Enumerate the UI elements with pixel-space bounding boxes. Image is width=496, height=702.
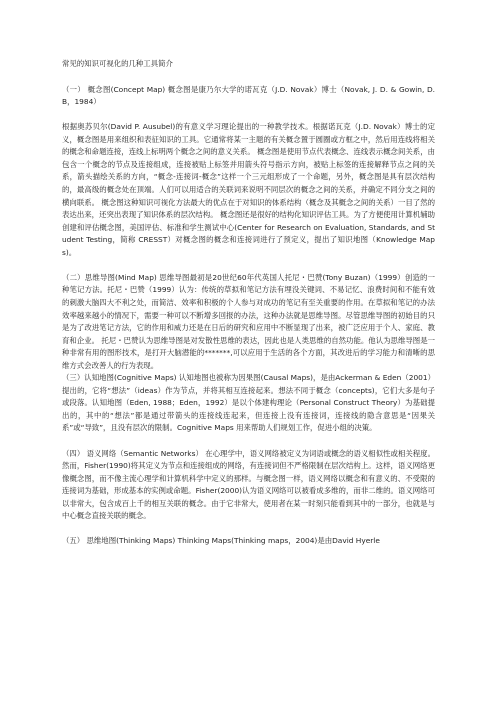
paragraph-concept-map-intro: （一） 概念图(Concept Map) 概念图是康乃尔大学的诺瓦克（J.D. Novak）博士（Novak, J. D. & Gowin, D. B，1984）: [62, 84, 435, 107]
paragraph-cognitive-maps: （三）认知地图(Cognitive Maps) 认知地图也被称为因果图(Causal Maps)，是由Ackerman & Eden（2001）提出的，它将“想法”（ideas）作为节点，并将其相互连接起来。想法不同于概念（concepts)，它们大多是句子或段落。认知地图（Eden, 1988；Eden，1992）是以个体建构理论（Personal Construct Theory）为基础提出的，其中的“想法”都是通过带箭头的连接线连起来，但连接上没有连接词，连接线的隐含意思是“因果关系”或“导致”，且没有层次的限制。Cognitive Maps 用来帮助人们规划工作，促进小组的决策。: [62, 373, 435, 433]
document-page: [62, 58, 435, 548]
paragraph-thinking-maps: （五） 思维地图(Thinking Maps) Thinking Maps(Thinking maps，2004)是由David Hyerle: [62, 536, 380, 546]
paragraph-concept-map-body: 根据奥苏贝尔(David P. Ausubel)的有意义学习理论提出的一种教学技术。根据诺瓦克（J.D. Novak）博士的定义，概念图是用来组织和表征知识的工具。它通常将某一主题的有关概念置于圆圈或方框之中，然后用连线将相关的概念和命题连接，连线上标明两个概念之间的意义关系。 概念图是使用节点代表概念、连线表示概念间关系，由包含一个概念的节点及连接组成，连接被贴上标签并用箭头符号指示方向，被贴上标签的连接解释节点之间的关系，箭头描绘关系的方向，“概念-连接词-概念”这样一个三元组形成了一个命题，另外，概念图是具有层次结构的，最高级的概念处在顶端。人们可以用适合的关联词来说明不同层次的概念之间的关系，并确定不同分支之间的横向联系。 概念图这种知识可视化方法最大的优点在于对知识的体系结构（概念及其概念之间的关系）一目了然的表达出来，还突出表现了知识体系的层次结构。 概念图还是很好的结构化知识评估工具。为了方便使用计算机辅助创建和评估概念图，美国评估、标准和学生测试中心(Center for Research on Evaluation, Standards, and Student Testing，简称 CRESST）对概念图的概念和连接词进行了预定义，提出了知识地图（Knowledge Maps)。: [62, 122, 435, 257]
paragraph-semantic-networks: （四） 语义网络（Semantic Networks） 在心理学中，语义网络被定义为词语或概念的语义相似性或相关程度。然而，Fisher(1990)将其定义为节点和连接组成的网络，有连接词但不严格限制在层次结构上。这样，语义网络更像概念图，而不像主流心理学和计算机科学中定义的那样。与概念图一样，语义网络以概念和有意义的、不受限的连接词为基础，形成基本的实例或命题。Fisher(2000)认为语义网络可以被看成多维的，而非二维的。语义网络可以非常大，包含成百上千的相互关联的概念。由于它非常大，使用者在某一时刻只能看到其中的一部分，也就是与中心概念直接关联的概念。: [62, 448, 435, 521]
document-title: 常见的知识可视化的几种工具简介: [62, 59, 173, 68]
paragraph-mind-map: （二）思维导图(Mind Map) 思维导图最初是20世纪60年代英国人托尼・巴赞(Tony Buzan)（1999）创造的一种笔记方法。托尼・巴赞（1999）认为：传统的草拟和笔记方法有埋没关键词、不易记忆、浪费时间和不能有效的刺激大脑四大不利之处，而简洁、效率和积极的个人参与对成功的笔记有至关重要的作用。在草拟和笔记的办法效率越来越小的情况下，需要一种可以不断增多回报的办法，这种办法就是思维导图。尽管思维导图的初始目的只是为了改进笔记方法，它的作用和威力还是在日后的研究和应用中不断显现了出来，被广泛应用于个人、家庭、教育和企业。 托尼・巴赞认为思维导图是对发散性思维的表达，因此也是人类思维的自然功能。他认为思维导图是一种非常有用的图形技术，是打开大脑潜能的*******,可以应用于生活的各个方面，其改进后的学习能力和清晰的思维方式会改善人的行为表现。: [62, 272, 435, 370]
